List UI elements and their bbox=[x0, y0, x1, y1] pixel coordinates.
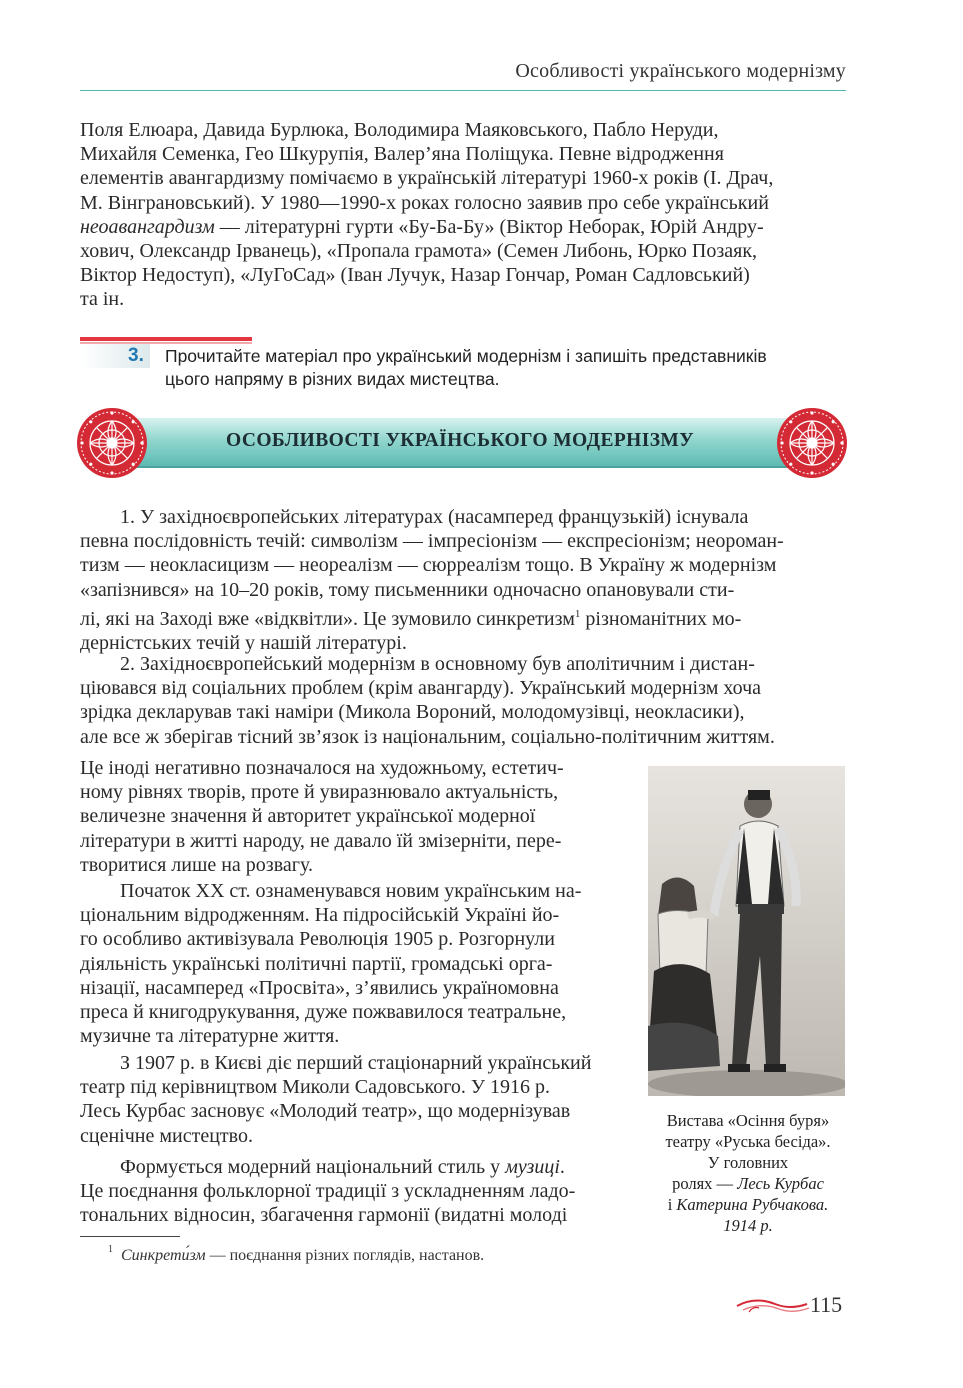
text-line: хович, Олександр Ірванець), «Пропала грамота» (Семен Либонь, Юрко Позаяк, bbox=[80, 240, 758, 263]
text-line: ному рівнях творів, проте й увиразнювало актуальність, bbox=[80, 781, 559, 804]
caption-line bbox=[648, 1215, 848, 1236]
page-number: 115 bbox=[810, 1292, 843, 1317]
task-number: 3. bbox=[128, 345, 144, 366]
text-line: М. Вінграновський). У 1980—1990-х роках голосно заявив про себе український bbox=[80, 191, 769, 214]
footnote-term: Синкрети́зм bbox=[121, 1247, 206, 1264]
paragraph-2 bbox=[80, 652, 845, 749]
task-text bbox=[165, 345, 855, 391]
text-line: величезне значення й авторитет української модерної bbox=[80, 805, 536, 828]
text-line: Лесь Курбас засновує «Молодий театр», що модернізував bbox=[80, 1100, 571, 1123]
caption-year: 1914 р. bbox=[723, 1216, 773, 1235]
caption-name: Лесь Курбас bbox=[737, 1174, 824, 1193]
text-line bbox=[80, 879, 626, 903]
caption-line: Вистава «Осіння буря» bbox=[666, 1111, 830, 1130]
theatre-photo bbox=[648, 766, 845, 1096]
text-line: Поля Елюара, Давида Бурлюка, Володимира Маяковського, Пабло Неруди, bbox=[80, 119, 719, 141]
caption-fragment: ролях — bbox=[672, 1174, 738, 1193]
footnote-reference[interactable]: 1 bbox=[574, 607, 581, 620]
italic-term: неоавангардизм bbox=[80, 215, 215, 238]
text-line: Михайля Семенка, Гео Шкурупія, Валер’яна Поліщука. Певне відродження bbox=[80, 143, 724, 166]
text-line: тональних відносин, збагачення гармонії (видатні молоді bbox=[80, 1204, 568, 1227]
text-line: та ін. bbox=[80, 288, 125, 311]
paragraph-1 bbox=[80, 505, 845, 655]
caption-line: У головних bbox=[707, 1153, 789, 1172]
text-line: музичне та літературне життя. bbox=[80, 1025, 340, 1048]
text-line: го особливо активізувала Революція 1905 р. Розгорнули bbox=[80, 928, 555, 951]
text-fragment: Формується модерний національний стиль у bbox=[120, 1156, 506, 1178]
text-line: тизм — неокласицизм — неореалізм — сюрреалізм тощо. В Україну ж модернізм bbox=[80, 554, 777, 577]
task-text-line: Прочитайте матеріал про український модернізм і запишіть представників bbox=[165, 346, 767, 366]
italic-term: музиці bbox=[505, 1156, 560, 1178]
page-swirl-ornament-icon bbox=[735, 1292, 815, 1318]
text-line: дерністських течій у нашій літературі. bbox=[80, 632, 407, 655]
text-line bbox=[80, 652, 845, 676]
paragraph-3 bbox=[80, 879, 626, 1048]
text-line: елементів авангардизму помічаємо в українській літературі 1960-х років (І. Драч, bbox=[80, 167, 774, 190]
footnote bbox=[108, 1244, 484, 1265]
text-fragment: — літературні гурти «Бу-Ба-Бу» (Віктор Неборак, Юрій Андру- bbox=[214, 215, 764, 238]
text-line: ціювався від соціальних проблем (крім авангарду). Український модернізм хоча bbox=[80, 677, 762, 700]
text-fragment: . bbox=[559, 1156, 565, 1178]
text-line: театр під керівництвом Миколи Садовського. У 1916 р. bbox=[80, 1076, 551, 1099]
text-fragment: 2. Західноєвропейський модернізм в основному був аполітичним і дистан- bbox=[120, 653, 755, 675]
text-line: літератури в житті народу, не давало їй змізерніти, пере- bbox=[80, 829, 562, 852]
text-fragment: різноманітних мо- bbox=[580, 607, 742, 630]
text-line: але все ж зберігав тісний зв’язок із національним, соціально-політичним життям. bbox=[80, 725, 775, 748]
caption-line: театру «Руська бесіда». bbox=[665, 1132, 831, 1151]
caption-name: Катерина Рубчакова. bbox=[676, 1195, 829, 1214]
text-line: ціональним відродженням. На підросійській Україні йо- bbox=[80, 904, 560, 927]
paragraph-5 bbox=[80, 1155, 626, 1228]
text-line: «запізнився» на 10–20 років, тому письменники одночасно опановували сти- bbox=[80, 578, 735, 601]
caption-fragment: і bbox=[667, 1195, 677, 1214]
paragraph-2-continued bbox=[80, 756, 626, 877]
ornament-rosette-right-icon bbox=[776, 407, 848, 479]
footnote-rule bbox=[80, 1236, 180, 1237]
text-line: певна послідовність течій: символізм — імпресіонізм — експресіонізм; неороман- bbox=[80, 530, 784, 553]
photo-illustration bbox=[648, 766, 845, 1096]
running-head-text: Особливості українського модернізму bbox=[515, 60, 846, 82]
paragraph-4 bbox=[80, 1051, 626, 1148]
text-line bbox=[80, 1155, 626, 1179]
intro-paragraph bbox=[80, 118, 845, 312]
text-line: Це поєднання фольклорної традиції з ускладненням ладо- bbox=[80, 1180, 576, 1203]
text-line: діяльність українські політичні партії, громадські орга- bbox=[80, 952, 553, 975]
running-head bbox=[80, 60, 846, 91]
text-line: нізації, насамперед «Просвіта», з’явились україномовна bbox=[80, 976, 559, 999]
text-fragment: Початок XX ст. ознаменувався новим українським на- bbox=[120, 880, 582, 902]
text-line: Це іноді негативно позначалося на художньому, естетич- bbox=[80, 757, 564, 779]
section-title: ОСОБЛИВОСТІ УКРАЇНСЬКОГО МОДЕРНІЗМУ bbox=[226, 430, 694, 451]
caption-line bbox=[648, 1194, 848, 1215]
text-line bbox=[80, 1051, 626, 1075]
text-line: зрідка декларував такі наміри (Микола Вороний, молодомузівці, неокласики), bbox=[80, 701, 745, 724]
text-line bbox=[80, 602, 845, 631]
text-line: сценічне мистецтво. bbox=[80, 1124, 253, 1147]
caption-line bbox=[648, 1173, 848, 1194]
task-text-line: цього напряму в різних видах мистецтва. bbox=[165, 369, 500, 389]
photo-caption bbox=[648, 1110, 848, 1236]
footnote-text: — поєднання різних поглядів, настанов. bbox=[205, 1247, 485, 1264]
text-line bbox=[80, 505, 845, 529]
task-accent-bar bbox=[80, 337, 252, 341]
text-line: преса й книгодрукування, дуже пожвавилося театральне, bbox=[80, 1001, 567, 1024]
text-line: творитися лише на розвагу. bbox=[80, 853, 313, 876]
text-line: Віктор Недоступ), «ЛуГоСад» (Іван Лучук, Назар Гончар, Роман Садловський) bbox=[80, 264, 750, 287]
text-fragment: 1. У західноєвропейських літературах (насамперед французькій) існувала bbox=[120, 506, 749, 528]
ornament-rosette-left-icon bbox=[76, 407, 148, 479]
footnote-mark: 1 bbox=[108, 1244, 113, 1255]
text-line bbox=[80, 215, 845, 239]
text-fragment: лі, які на Заході вже «відквітли». Це зумовило синкретизм bbox=[80, 607, 575, 630]
text-fragment: З 1907 р. в Києві діє перший стаціонарний український bbox=[120, 1052, 592, 1074]
